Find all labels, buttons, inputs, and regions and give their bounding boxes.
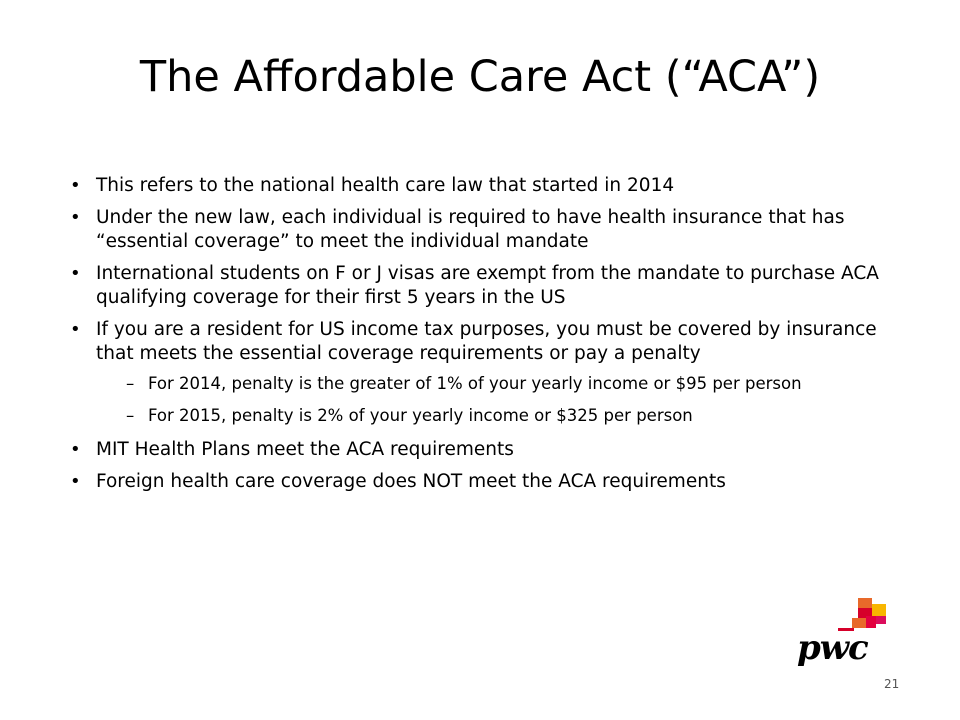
sub-bullet-text: For 2015, penalty is 2% of your yearly income or $325 per person [148,406,693,425]
pwc-logo-text: pwc [797,628,868,668]
logo-block [872,604,886,616]
bullet-text: Under the new law, each individual is required to have health insurance that has “essential coverage” to meet the individual mandate [96,207,845,252]
bullet-item [72,318,902,426]
bullet-text: If you are a resident for US income tax purposes, you must be covered by insurance that meets the essential coverage requirements or pay a penalty [96,319,877,364]
bullet-text: International students on F or J visas are exempt from the mandate to purchase ACA qualifying coverage for their first 5 years in the US [96,263,879,308]
bullet-item [72,438,902,462]
sub-bullet-item [96,406,902,426]
bullet-marker: • [70,175,81,196]
bullet-item [72,206,902,254]
logo-block [876,616,886,624]
bullet-list [72,174,902,502]
bullet-marker: • [70,207,81,228]
logo-block [852,618,866,628]
sub-bullet-text: For 2014, penalty is the greater of 1% of your yearly income or $95 per person [148,374,802,393]
slide-title: The Affordable Care Act (“ACA”) [139,52,821,102]
logo-block [858,598,872,608]
bullet-text: Foreign health care coverage does NOT meet the ACA requirements [96,471,726,492]
dash-marker: – [126,406,135,425]
bullet-item [72,470,902,494]
bullet-marker: • [70,263,81,284]
bullet-text: This refers to the national health care law that started in 2014 [96,175,675,196]
sub-bullet-item [96,374,902,394]
dash-marker: – [126,374,135,393]
bullet-item [72,174,902,198]
bullet-text: MIT Health Plans meet the ACA requirements [96,439,514,460]
bullet-marker: • [70,439,81,460]
logo-block [866,616,876,628]
sub-bullet-list [96,374,902,426]
bullet-item [72,262,902,310]
bullet-marker: • [70,319,81,340]
bullet-marker: • [70,471,81,492]
page-number: 21 [884,677,900,691]
